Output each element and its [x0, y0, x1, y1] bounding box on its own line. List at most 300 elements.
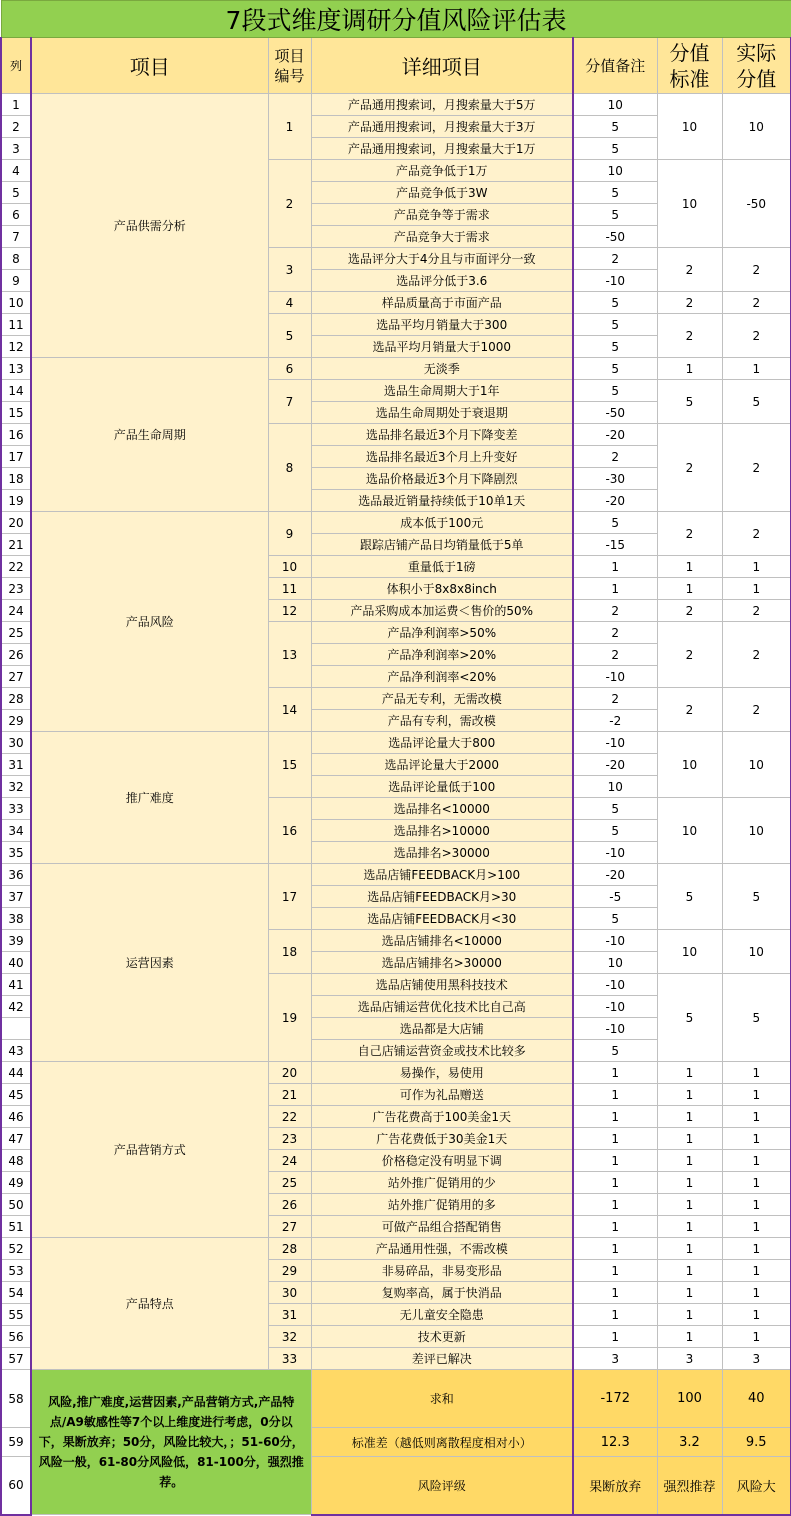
score-standard: 2	[657, 248, 722, 292]
detail-cell: 产品竞争低于3W	[311, 182, 573, 204]
score-note: 5	[573, 380, 657, 402]
score-note: 1	[573, 1062, 657, 1084]
score-standard: 2	[657, 622, 722, 688]
detail-cell: 产品竞争大于需求	[311, 226, 573, 248]
detail-cell: 样品质量高于市面产品	[311, 292, 573, 314]
table-row	[1, 864, 791, 886]
detail-cell: 选品店铺FEEDBACK月>30	[311, 886, 573, 908]
score-actual: 1	[722, 1260, 791, 1282]
score-actual: 1	[722, 1106, 791, 1128]
row-number: 6	[1, 204, 31, 226]
detail-cell: 非易碎品，非易变形品	[311, 1260, 573, 1282]
row-number: 30	[1, 732, 31, 754]
score-actual: 2	[722, 248, 791, 292]
summary-standard: 3.2	[657, 1428, 722, 1457]
detail-cell: 选品平均月销量大于300	[311, 314, 573, 336]
score-note: -10	[573, 974, 657, 996]
score-note: 1	[573, 1326, 657, 1348]
score-note: 5	[573, 512, 657, 534]
detail-cell: 无淡季	[311, 358, 573, 380]
score-note: -15	[573, 534, 657, 556]
score-standard: 2	[657, 314, 722, 358]
row-number: 52	[1, 1238, 31, 1260]
score-note: 1	[573, 1304, 657, 1326]
detail-cell: 选品排名<10000	[311, 798, 573, 820]
detail-cell: 自己店铺运营资金或技术比较多	[311, 1040, 573, 1062]
summary-note: 12.3	[573, 1428, 657, 1457]
item-code: 2	[268, 160, 311, 248]
score-actual: 5	[722, 380, 791, 424]
score-actual: 5	[722, 974, 791, 1062]
item-code: 20	[268, 1062, 311, 1084]
row-number: 54	[1, 1282, 31, 1304]
score-actual: 2	[722, 292, 791, 314]
score-standard: 1	[657, 1194, 722, 1216]
detail-cell: 跟踪店铺产品日均销量低于5单	[311, 534, 573, 556]
category-cell: 产品供需分析	[31, 94, 268, 358]
score-actual: 1	[722, 1304, 791, 1326]
score-standard: 2	[657, 600, 722, 622]
item-code: 6	[268, 358, 311, 380]
score-note: -30	[573, 468, 657, 490]
item-code: 12	[268, 600, 311, 622]
score-note: 5	[573, 358, 657, 380]
item-code: 13	[268, 622, 311, 688]
score-actual: 10	[722, 930, 791, 974]
score-actual: 1	[722, 1150, 791, 1172]
detail-cell: 产品净利润率>50%	[311, 622, 573, 644]
row-number: 47	[1, 1128, 31, 1150]
score-note: -2	[573, 710, 657, 732]
score-actual: 3	[722, 1348, 791, 1370]
score-standard: 1	[657, 1216, 722, 1238]
row-number: 25	[1, 622, 31, 644]
detail-cell: 产品通用搜索词，月搜索量大于3万	[311, 116, 573, 138]
score-note: 5	[573, 1040, 657, 1062]
score-note: 5	[573, 116, 657, 138]
score-note: 5	[573, 798, 657, 820]
header-col: 列	[1, 38, 31, 94]
category-cell: 产品风险	[31, 512, 268, 732]
score-note: 1	[573, 1172, 657, 1194]
score-actual: 1	[722, 578, 791, 600]
score-actual: 1	[722, 1128, 791, 1150]
score-actual: 10	[722, 732, 791, 798]
table-row	[1, 732, 791, 754]
detail-cell: 广告花费低于30美金1天	[311, 1128, 573, 1150]
score-standard: 1	[657, 1150, 722, 1172]
detail-cell: 产品通用性强，不需改模	[311, 1238, 573, 1260]
detail-cell: 选品店铺排名>30000	[311, 952, 573, 974]
row-number: 31	[1, 754, 31, 776]
score-actual: 2	[722, 512, 791, 556]
score-actual: 10	[722, 94, 791, 160]
detail-cell: 价格稳定没有明显下调	[311, 1150, 573, 1172]
score-note: 1	[573, 1216, 657, 1238]
score-note: -20	[573, 490, 657, 512]
score-note: 2	[573, 248, 657, 270]
item-code: 24	[268, 1150, 311, 1172]
score-actual: 10	[722, 798, 791, 864]
row-number: 53	[1, 1260, 31, 1282]
row-number: 42	[1, 996, 31, 1018]
score-note: 2	[573, 644, 657, 666]
row-number: 16	[1, 424, 31, 446]
detail-cell: 站外推广促销用的多	[311, 1194, 573, 1216]
score-standard: 1	[657, 1282, 722, 1304]
detail-cell: 选品排名>30000	[311, 842, 573, 864]
score-actual: 1	[722, 556, 791, 578]
score-note: 5	[573, 908, 657, 930]
summary-standard: 强烈推荐	[657, 1457, 722, 1515]
detail-cell: 产品采购成本加运费＜售价的50%	[311, 600, 573, 622]
detail-cell: 产品竞争低于1万	[311, 160, 573, 182]
item-code: 33	[268, 1348, 311, 1370]
score-standard: 10	[657, 160, 722, 248]
score-standard: 2	[657, 292, 722, 314]
item-code: 27	[268, 1216, 311, 1238]
detail-cell: 选品排名最近3个月上升变好	[311, 446, 573, 468]
header-standard: 分值标准	[657, 38, 722, 94]
summary-standard: 100	[657, 1370, 722, 1428]
row-number: 45	[1, 1084, 31, 1106]
detail-cell: 选品平均月销量大于1000	[311, 336, 573, 358]
score-actual: 1	[722, 1238, 791, 1260]
detail-cell: 成本低于100元	[311, 512, 573, 534]
row-number: 17	[1, 446, 31, 468]
row-number: 57	[1, 1348, 31, 1370]
score-standard: 5	[657, 380, 722, 424]
item-code: 31	[268, 1304, 311, 1326]
score-standard: 2	[657, 512, 722, 556]
detail-cell: 选品评分大于4分且与市面评分一致	[311, 248, 573, 270]
row-number: 39	[1, 930, 31, 952]
row-number: 27	[1, 666, 31, 688]
row-number: 28	[1, 688, 31, 710]
table-row	[1, 1238, 791, 1260]
detail-cell: 选品评论量大于800	[311, 732, 573, 754]
summary-actual: 9.5	[722, 1428, 791, 1457]
detail-cell: 选品店铺排名<10000	[311, 930, 573, 952]
row-number: 1	[1, 94, 31, 116]
score-note: 1	[573, 1128, 657, 1150]
score-actual: 2	[722, 424, 791, 512]
sheet-title: 7段式维度调研分值风险评估表	[1, 1, 791, 38]
table-row	[1, 358, 791, 380]
score-standard: 1	[657, 1128, 722, 1150]
detail-cell: 选品评分低于3.6	[311, 270, 573, 292]
row-number: 35	[1, 842, 31, 864]
table-row	[1, 512, 791, 534]
score-standard: 1	[657, 1304, 722, 1326]
score-note: 1	[573, 1194, 657, 1216]
row-number: 5	[1, 182, 31, 204]
score-standard: 1	[657, 578, 722, 600]
score-note: 2	[573, 600, 657, 622]
item-code: 1	[268, 94, 311, 160]
row-number: 51	[1, 1216, 31, 1238]
score-note: 1	[573, 1084, 657, 1106]
row-number: 34	[1, 820, 31, 842]
score-note: 3	[573, 1348, 657, 1370]
row-number: 59	[1, 1428, 31, 1457]
summary-note: 果断放弃	[573, 1457, 657, 1515]
score-note: -10	[573, 732, 657, 754]
row-number: 15	[1, 402, 31, 424]
score-note: -50	[573, 402, 657, 424]
score-standard: 1	[657, 556, 722, 578]
score-note: 1	[573, 1150, 657, 1172]
score-note: 5	[573, 292, 657, 314]
item-code: 26	[268, 1194, 311, 1216]
row-number: 10	[1, 292, 31, 314]
row-number: 55	[1, 1304, 31, 1326]
table-row	[1, 1062, 791, 1084]
detail-cell: 选品店铺FEEDBACK月>100	[311, 864, 573, 886]
rating-rule-text: 风险,推广难度,运营因素,产品营销方式,产品特点/A9敏感性等7个以上维度进行考虑，0分以下，果断放弃；50分，风险比较大，；51-60分，风险一般，61-80分风险低，81-100分，强烈推荐。	[31, 1370, 311, 1515]
score-standard: 10	[657, 732, 722, 798]
detail-cell: 选品评论量大于2000	[311, 754, 573, 776]
item-code: 9	[268, 512, 311, 556]
row-number: 49	[1, 1172, 31, 1194]
detail-cell: 差评已解决	[311, 1348, 573, 1370]
detail-cell: 选品生命周期大于1年	[311, 380, 573, 402]
summary-label: 标准差（越低则离散程度相对小）	[311, 1428, 573, 1457]
summary-actual: 风险大	[722, 1457, 791, 1515]
detail-cell: 产品通用搜索词，月搜索量大于5万	[311, 94, 573, 116]
item-code: 22	[268, 1106, 311, 1128]
summary-row-sum	[1, 1370, 791, 1428]
score-note: 10	[573, 952, 657, 974]
detail-cell: 技术更新	[311, 1326, 573, 1348]
score-actual: 1	[722, 1172, 791, 1194]
score-note: -50	[573, 226, 657, 248]
score-note: 10	[573, 160, 657, 182]
item-code: 7	[268, 380, 311, 424]
header-row	[1, 38, 791, 94]
header-detail: 详细项目	[311, 38, 573, 94]
row-number: 50	[1, 1194, 31, 1216]
row-number: 24	[1, 600, 31, 622]
score-note: 1	[573, 1260, 657, 1282]
score-actual: 2	[722, 688, 791, 732]
row-number: 4	[1, 160, 31, 182]
item-code: 25	[268, 1172, 311, 1194]
row-number: 21	[1, 534, 31, 556]
score-note: -10	[573, 996, 657, 1018]
score-actual: 1	[722, 1194, 791, 1216]
detail-cell: 产品有专利，需改模	[311, 710, 573, 732]
score-note: 5	[573, 182, 657, 204]
score-actual: 2	[722, 622, 791, 688]
row-number: 8	[1, 248, 31, 270]
detail-cell: 可作为礼品赠送	[311, 1084, 573, 1106]
row-number: 43	[1, 1040, 31, 1062]
score-note: 5	[573, 336, 657, 358]
score-standard: 1	[657, 1326, 722, 1348]
row-number: 29	[1, 710, 31, 732]
row-number: 9	[1, 270, 31, 292]
detail-cell: 选品店铺FEEDBACK月<30	[311, 908, 573, 930]
score-actual: 1	[722, 1062, 791, 1084]
score-standard: 1	[657, 358, 722, 380]
score-standard: 2	[657, 688, 722, 732]
row-number: 58	[1, 1370, 31, 1428]
score-note: 5	[573, 138, 657, 160]
item-code: 29	[268, 1260, 311, 1282]
row-number: 20	[1, 512, 31, 534]
detail-cell: 产品无专利，无需改模	[311, 688, 573, 710]
row-number: 2	[1, 116, 31, 138]
detail-cell: 选品生命周期处于衰退期	[311, 402, 573, 424]
row-number: 7	[1, 226, 31, 248]
item-code: 5	[268, 314, 311, 358]
row-number: 36	[1, 864, 31, 886]
row-number: 38	[1, 908, 31, 930]
score-standard: 5	[657, 864, 722, 930]
row-number: 11	[1, 314, 31, 336]
score-note: 1	[573, 1106, 657, 1128]
detail-cell: 选品最近销量持续低于10单1天	[311, 490, 573, 512]
score-standard: 3	[657, 1348, 722, 1370]
score-standard: 1	[657, 1084, 722, 1106]
detail-cell: 站外推广促销用的少	[311, 1172, 573, 1194]
detail-cell: 选品评论量低于100	[311, 776, 573, 798]
detail-cell: 可做产品组合搭配销售	[311, 1216, 573, 1238]
item-code: 15	[268, 732, 311, 798]
score-note: -10	[573, 842, 657, 864]
score-standard: 1	[657, 1238, 722, 1260]
row-number: 41	[1, 974, 31, 996]
row-number	[1, 1018, 31, 1040]
score-note: -5	[573, 886, 657, 908]
detail-cell: 选品店铺运营优化技术比自己高	[311, 996, 573, 1018]
score-note: 1	[573, 1238, 657, 1260]
category-cell: 产品营销方式	[31, 1062, 268, 1238]
score-note: 5	[573, 820, 657, 842]
item-code: 18	[268, 930, 311, 974]
score-note: 10	[573, 94, 657, 116]
header-item: 项目	[31, 38, 268, 94]
row-number: 3	[1, 138, 31, 160]
category-cell: 推广难度	[31, 732, 268, 864]
score-standard: 1	[657, 1260, 722, 1282]
score-actual: 2	[722, 314, 791, 358]
item-code: 32	[268, 1326, 311, 1348]
row-number: 32	[1, 776, 31, 798]
score-note: 2	[573, 622, 657, 644]
summary-note: -172	[573, 1370, 657, 1428]
category-cell: 产品特点	[31, 1238, 268, 1370]
row-number: 26	[1, 644, 31, 666]
detail-cell: 产品竞争等于需求	[311, 204, 573, 226]
score-standard: 5	[657, 974, 722, 1062]
item-code: 30	[268, 1282, 311, 1304]
summary-label: 风险评级	[311, 1457, 573, 1515]
score-note: -10	[573, 666, 657, 688]
score-note: 1	[573, 578, 657, 600]
score-standard: 2	[657, 424, 722, 512]
score-note: -20	[573, 754, 657, 776]
score-note: 2	[573, 688, 657, 710]
detail-cell: 复购率高，属于快消品	[311, 1282, 573, 1304]
table-row	[1, 94, 791, 116]
summary-actual: 40	[722, 1370, 791, 1428]
score-actual: 2	[722, 600, 791, 622]
detail-cell: 体积小于8x8x8inch	[311, 578, 573, 600]
row-number: 46	[1, 1106, 31, 1128]
summary-label: 求和	[311, 1370, 573, 1428]
score-note: 5	[573, 204, 657, 226]
score-actual: 1	[722, 1326, 791, 1348]
score-standard: 10	[657, 94, 722, 160]
row-number: 23	[1, 578, 31, 600]
row-number: 33	[1, 798, 31, 820]
item-code: 14	[268, 688, 311, 732]
category-cell: 运营因素	[31, 864, 268, 1062]
score-standard: 10	[657, 798, 722, 864]
detail-cell: 选品排名最近3个月下降变差	[311, 424, 573, 446]
row-number: 13	[1, 358, 31, 380]
header-code: 项目编号	[268, 38, 311, 94]
detail-cell: 广告花费高于100美金1天	[311, 1106, 573, 1128]
detail-cell: 选品都是大店铺	[311, 1018, 573, 1040]
item-code: 21	[268, 1084, 311, 1106]
score-actual: 1	[722, 1216, 791, 1238]
detail-cell: 产品通用搜索词，月搜索量大于1万	[311, 138, 573, 160]
score-standard: 1	[657, 1062, 722, 1084]
score-note: 5	[573, 314, 657, 336]
title-row	[1, 1, 791, 38]
score-note: 2	[573, 446, 657, 468]
score-note: -10	[573, 270, 657, 292]
row-number: 40	[1, 952, 31, 974]
score-actual: 1	[722, 1084, 791, 1106]
score-note: 10	[573, 776, 657, 798]
detail-cell: 产品净利润率>20%	[311, 644, 573, 666]
detail-cell: 选品排名>10000	[311, 820, 573, 842]
detail-cell: 选品价格最近3个月下降剧烈	[311, 468, 573, 490]
detail-cell: 产品净利润率<20%	[311, 666, 573, 688]
item-code: 3	[268, 248, 311, 292]
detail-cell: 易操作，易使用	[311, 1062, 573, 1084]
item-code: 28	[268, 1238, 311, 1260]
score-note: -10	[573, 1018, 657, 1040]
item-code: 11	[268, 578, 311, 600]
score-standard: 1	[657, 1106, 722, 1128]
detail-cell: 选品店铺使用黑科技技术	[311, 974, 573, 996]
row-number: 19	[1, 490, 31, 512]
row-number: 56	[1, 1326, 31, 1348]
category-cell: 产品生命周期	[31, 358, 268, 512]
item-code: 4	[268, 292, 311, 314]
row-number: 12	[1, 336, 31, 358]
score-standard: 1	[657, 1172, 722, 1194]
item-code: 23	[268, 1128, 311, 1150]
score-actual: -50	[722, 160, 791, 248]
item-code: 17	[268, 864, 311, 930]
item-code: 8	[268, 424, 311, 512]
score-note: 1	[573, 1282, 657, 1304]
header-actual: 实际分值	[722, 38, 791, 94]
row-number: 60	[1, 1457, 31, 1515]
header-note: 分值备注	[573, 38, 657, 94]
row-number: 18	[1, 468, 31, 490]
score-actual: 1	[722, 1282, 791, 1304]
detail-cell: 重量低于1磅	[311, 556, 573, 578]
row-number: 48	[1, 1150, 31, 1172]
score-actual: 5	[722, 864, 791, 930]
